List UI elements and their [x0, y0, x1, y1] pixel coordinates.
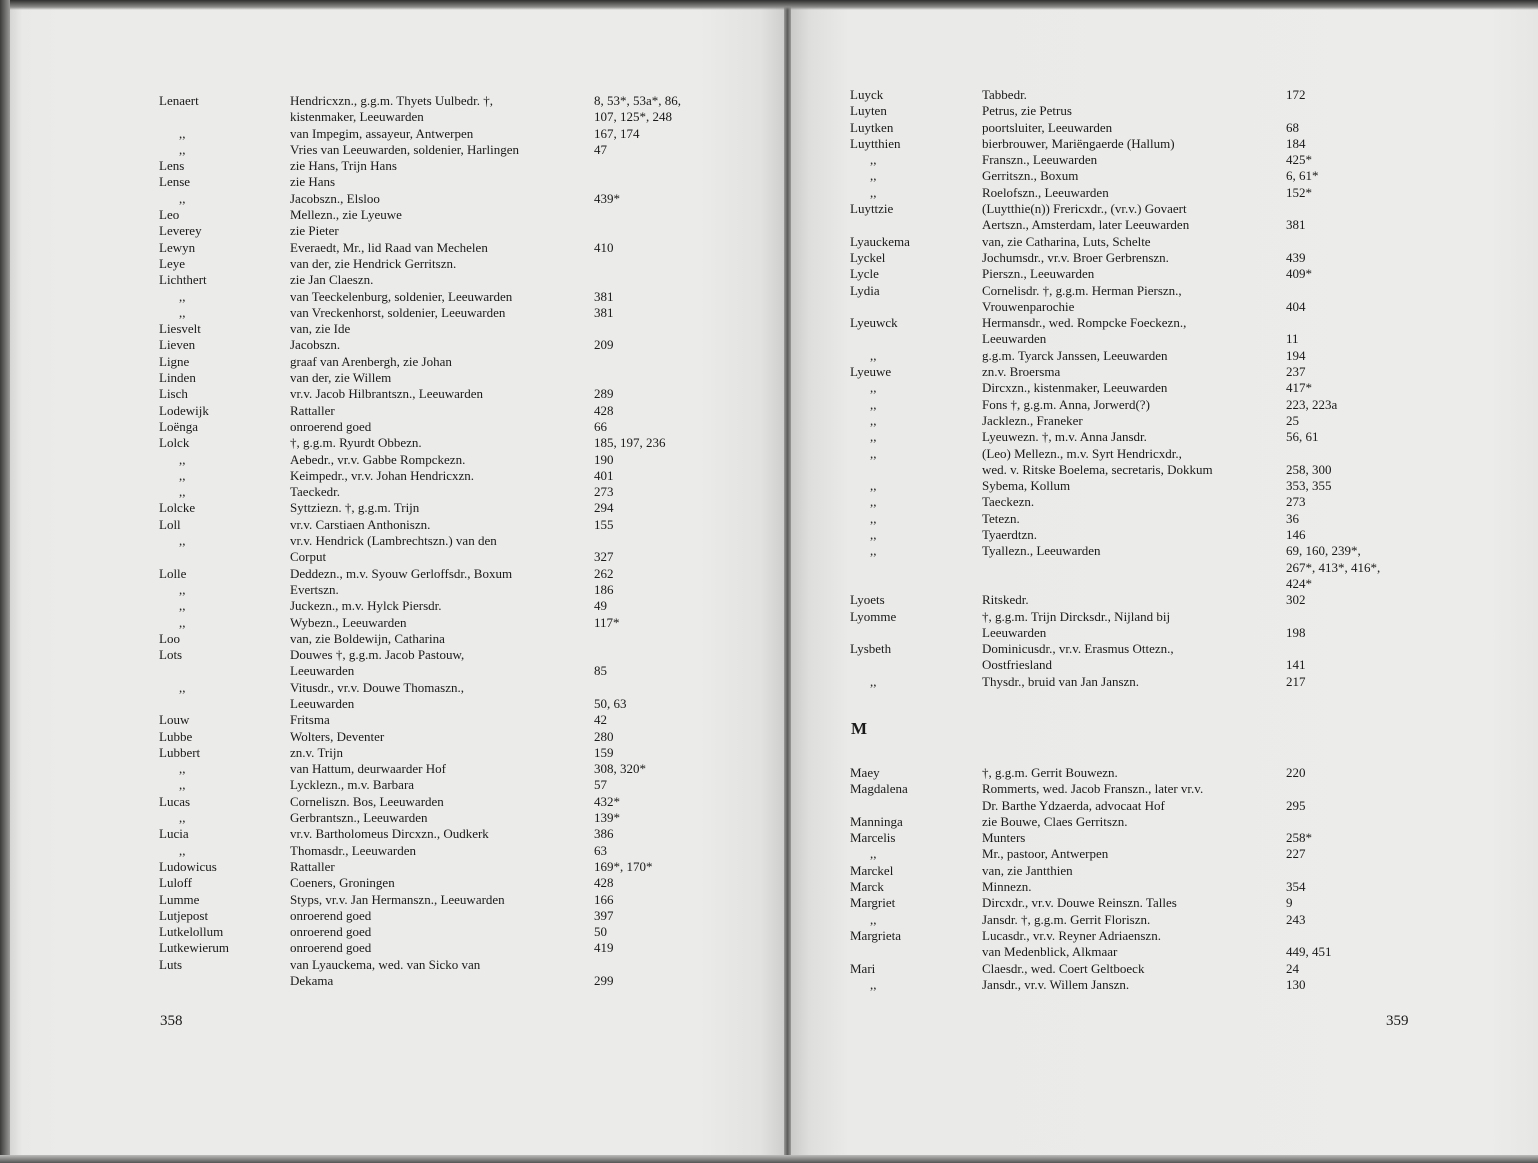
entry-pages: 24 [1286, 960, 1299, 976]
entry-description: Ritskedr. [982, 592, 1029, 608]
entry-description: poortsluiter, Leeuwarden [982, 119, 1113, 135]
entry-name: Lutkewierum [159, 940, 230, 956]
entry-pages: 410 [594, 239, 614, 255]
entry-description: onroerend goed [290, 924, 372, 940]
entry-name: Lenaert [159, 93, 199, 108]
page-number-left: 358 [160, 1013, 183, 1029]
entry-name: ,, [870, 911, 877, 927]
entry-description: Corneliszn. Bos, Leeuwarden [290, 793, 444, 809]
entry-description: Dominicusdr., vr.v. Erasmus Ottezn., [982, 641, 1174, 657]
entry-description: van, zie Boldewijn, Catharina [290, 630, 445, 646]
entry-pages: 243 [1286, 911, 1306, 927]
entry-name: Lots [159, 647, 183, 663]
entry-description: van, zie Catharina, Luts, Schelte [982, 233, 1151, 249]
entry-name: Liesvelt [159, 321, 201, 337]
entry-description: van Medenblick, Alkmaar [982, 944, 1118, 960]
entry-name: Lumme [159, 891, 200, 907]
entry-description: Deddezn., m.v. Syouw Gerloffsdr., Boxum [290, 565, 513, 581]
entry-description: Douwes †, g.g.m. Jacob Pastouw, [290, 647, 465, 663]
entry-description: Tetezn. [982, 510, 1020, 526]
entry-description: van, zie Jantthien [982, 862, 1073, 878]
entry-pages: 198 [1286, 624, 1306, 640]
entry-name: Lyoets [850, 592, 885, 608]
entry-name: ,, [870, 673, 877, 689]
entry-description: Pierszn., Leeuwarden [982, 266, 1095, 282]
entry-name: ,, [870, 168, 877, 184]
entry-description: zn.v. Broersma [982, 364, 1061, 380]
entry-pages: 169*, 170* [594, 858, 653, 874]
entry-pages: 294 [594, 500, 614, 516]
entry-name: ,, [870, 510, 877, 526]
entry-name: Lyeuwck [850, 315, 898, 331]
entry-description: Lyeuwezn. †, m.v. Anna Jansdr. [982, 429, 1147, 445]
entry-name: Luloff [159, 875, 192, 891]
entry-name: ,, [179, 679, 186, 695]
entry-description: Gerritszn., Boxum [982, 168, 1079, 184]
entry-pages: 417* [1286, 380, 1312, 396]
entry-pages: 69, 160, 239*, [1286, 543, 1361, 559]
entry-name: ,, [179, 598, 186, 614]
section-letter-m: M [851, 719, 868, 738]
entry-description: Coeners, Groningen [290, 875, 395, 891]
entry-description: graaf van Arenbergh, zie Johan [290, 353, 452, 369]
page-number-right: 359 [1386, 1013, 1409, 1029]
entry-pages: 50, 63 [594, 695, 627, 711]
entry-name: ,, [870, 976, 877, 992]
entry-pages: 185, 197, 236 [594, 435, 666, 451]
entry-pages: 273 [594, 484, 614, 500]
entry-description: Oostfriesland [982, 657, 1053, 673]
entry-description: onroerend goed [290, 418, 372, 434]
entry-description: Thomasdr., Leeuwarden [290, 842, 416, 858]
entry-description: Rattaller [290, 402, 335, 418]
entry-description: Dircxdr., vr.v. Douwe Reinszn. Talles [982, 895, 1177, 911]
entry-name: Lens [159, 158, 185, 174]
entry-description: Juckezn., m.v. Hylck Piersdr. [290, 598, 442, 614]
left-edge-shadow [0, 0, 10, 1163]
entry-pages: 439* [594, 190, 620, 206]
entry-description: Aertszn., Amsterdam, later Leeuwarden [982, 217, 1190, 233]
entry-pages: 172 [1286, 87, 1306, 102]
entry-name: Maey [850, 764, 880, 780]
entry-name: ,, [179, 125, 186, 141]
entry-name: Lucas [159, 793, 191, 809]
entry-pages: 159 [594, 744, 614, 760]
entry-name: Luytthien [850, 135, 901, 151]
entry-description: Jochumsdr., vr.v. Broer Gerbrenszn. [982, 249, 1169, 265]
entry-name: Lysbeth [850, 641, 892, 657]
entry-description: Taeckezn. [982, 494, 1035, 510]
entry-description: Roelofszn., Leeuwarden [982, 184, 1109, 200]
entry-description: Mellezn., zie Lyeuwe [290, 207, 402, 223]
entry-name: Lycle [850, 266, 879, 282]
entry-name: ,, [870, 478, 877, 494]
entry-name: Lutjepost [159, 907, 209, 923]
entry-pages: 289 [594, 386, 614, 402]
entry-description: Dekama [290, 973, 334, 989]
entry-name: ,, [870, 152, 877, 168]
entry-pages: 50 [594, 924, 607, 940]
entry-name: Lolcke [159, 500, 196, 516]
entry-name: Lisch [159, 386, 188, 402]
entry-description: vr.v. Carstiaen Anthoniszn. [290, 516, 431, 532]
entry-description: onroerend goed [290, 907, 372, 923]
entry-name: Lydia [850, 282, 880, 298]
entry-description: Vries van Leeuwarden, soldenier, Harlingen [290, 141, 519, 157]
entry-description: †, g.g.m. Gerrit Bouwezn. [982, 764, 1118, 780]
entry-pages: 354 [1286, 879, 1306, 895]
entry-description: van der, zie Willem [290, 370, 392, 386]
entry-pages: 217 [1286, 673, 1306, 689]
entry-description: Minnezn. [982, 879, 1032, 895]
entry-description: Syttziezn. †, g.g.m. Trijn [290, 500, 420, 516]
entry-name: Lyckel [850, 249, 886, 265]
entry-pages: 139* [594, 810, 620, 826]
entry-description: Tabbedr. [982, 87, 1027, 102]
entry-name: Loënga [159, 418, 198, 434]
entry-name: ,, [179, 777, 186, 793]
entry-pages: 308, 320* [594, 761, 646, 777]
entry-pages: 25 [1286, 412, 1299, 428]
entry-description: Lycklezn., m.v. Barbara [290, 777, 415, 793]
entry-pages: 130 [1286, 976, 1306, 992]
entry-pages: 381 [594, 288, 614, 304]
entry-name: ,, [179, 190, 186, 206]
entry-description: Tyaerdtzn. [982, 527, 1038, 543]
entry-name: Luyck [850, 87, 884, 102]
entry-pages: 194 [1286, 347, 1306, 363]
entry-description: van Vreckenhorst, soldenier, Leeuwarden [290, 304, 506, 320]
entry-description: van Lyauckema, wed. van Sicko van [290, 956, 481, 972]
entry-name: Leverey [159, 223, 202, 239]
entry-pages: 327 [594, 549, 614, 565]
entry-name: ,, [870, 846, 877, 862]
entry-pages: 386 [594, 826, 614, 842]
entry-description: Vitusdr., vr.v. Douwe Thomaszn., [290, 679, 464, 695]
entry-pages: 47 [594, 141, 607, 157]
entry-description: zie Hans [290, 174, 336, 190]
entry-description: Jansdr., vr.v. Willem Janszn. [982, 976, 1130, 992]
entry-pages: 146 [1286, 527, 1306, 543]
entry-pages: 11 [1286, 331, 1299, 347]
entry-name: Ludowicus [159, 858, 217, 874]
entry-name: ,, [179, 810, 186, 826]
entry-pages: 237 [1286, 364, 1306, 380]
entry-description: van Teeckelenburg, soldenier, Leeuwarden [290, 288, 513, 304]
right-page [789, 0, 1538, 1163]
entry-name: Lolle [159, 565, 187, 581]
entry-name: Lubbe [159, 728, 193, 744]
entry-pages: 258* [1286, 830, 1312, 846]
entry-name: Lyomme [850, 608, 897, 624]
entry-description: †, g.g.m. Ryurdt Obbezn. [290, 435, 422, 451]
entry-pages: 9 [1286, 895, 1293, 911]
entry-name: ,, [870, 527, 877, 543]
entry-pages: 409* [1286, 266, 1312, 282]
entry-pages: 449, 451 [1286, 944, 1332, 960]
entry-description: (Luytthie(n)) Frericxdr., (vr.v.) Govaert [982, 201, 1187, 217]
entry-description: (Leo) Mellezn., m.v. Syrt Hendricxdr., [982, 445, 1182, 461]
entry-name: Lodewijk [159, 402, 209, 418]
entry-description: van Impegim, assayeur, Antwerpen [290, 125, 474, 141]
entry-name: Lewyn [159, 239, 196, 255]
entry-name: ,, [179, 533, 186, 549]
entry-description: Aebedr., vr.v. Gabbe Rompckezn. [290, 451, 466, 467]
entry-pages: 186 [594, 581, 614, 597]
entry-name: ,, [179, 484, 186, 500]
entry-description: Jacklezn., Franeker [982, 412, 1083, 428]
entry-name: ,, [870, 543, 877, 559]
entry-description: Taeckedr. [290, 484, 340, 500]
entry-description: Dircxzn., kistenmaker, Leeuwarden [982, 380, 1168, 396]
entry-description: Leeuwarden [982, 624, 1047, 640]
entry-description: vr.v. Bartholomeus Dircxzn., Oudkerk [290, 826, 489, 842]
entry-pages: 223, 223a [1286, 396, 1338, 412]
entry-pages: 381 [594, 304, 614, 320]
entry-name: ,, [870, 347, 877, 363]
entry-pages: 273 [1286, 494, 1306, 510]
entry-name: Luts [159, 956, 183, 972]
entry-description: Thysdr., bruid van Jan Janszn. [982, 673, 1140, 689]
entry-name: ,, [870, 494, 877, 510]
entry-description: Claesdr., wed. Coert Geltboeck [982, 960, 1145, 976]
entry-pages: 184 [1286, 135, 1306, 151]
entry-pages: 424* [1286, 575, 1312, 591]
entry-name: Magdalena [850, 781, 908, 797]
entry-pages: 267*, 413*, 416*, [1286, 559, 1381, 575]
entry-pages: 57 [594, 777, 607, 793]
entry-description: Leeuwarden [290, 663, 355, 679]
entry-description: van Hattum, deurwaarder Hof [290, 761, 446, 777]
entry-description: Leeuwarden [982, 331, 1047, 347]
entry-pages: 258, 300 [1286, 461, 1332, 477]
entry-pages: 66 [594, 418, 607, 434]
entry-name: ,, [179, 451, 186, 467]
entry-description: Cornelisdr. †, g.g.m. Herman Pierszn., [982, 282, 1182, 298]
entry-name: Lutkelollum [159, 924, 224, 940]
entry-pages: 166 [594, 891, 614, 907]
entry-name: Loll [159, 516, 181, 532]
entry-pages: 302 [1286, 592, 1306, 608]
entry-name: ,, [179, 614, 186, 630]
entry-name: Luyten [850, 103, 887, 119]
entry-description: Mr., pastoor, Antwerpen [982, 846, 1109, 862]
entry-description: Everaedt, Mr., lid Raad van Mechelen [290, 239, 488, 255]
entry-name: Lolck [159, 435, 190, 451]
entry-name: ,, [179, 761, 186, 777]
entry-pages: 397 [594, 907, 614, 923]
entry-name: Margriet [850, 895, 896, 911]
entry-description: vr.v. Jacob Hilbrantszn., Leeuwarden [290, 386, 484, 402]
entry-name: ,, [179, 304, 186, 320]
entry-name: Leo [159, 207, 180, 223]
entry-description: zie Bouwe, Claes Gerritszn. [982, 813, 1128, 829]
entry-description: Munters [982, 830, 1026, 846]
entry-description: Jacobszn., Elsloo [290, 190, 380, 206]
entry-description: Dr. Barthe Ydzaerda, advocaat Hof [982, 797, 1165, 813]
entry-description: Sybema, Kollum [982, 478, 1071, 494]
entry-name: ,, [179, 842, 186, 858]
entry-description: †, g.g.m. Trijn Dircksdr., Nijland bij [982, 608, 1171, 624]
entry-description: g.g.m. Tyarck Janssen, Leeuwarden [982, 347, 1168, 363]
entry-pages: 107, 125*, 248 [594, 109, 672, 125]
entry-description: Hendricxzn., g.g.m. Thyets Uulbedr. †, [290, 93, 494, 108]
entry-pages: 49 [594, 598, 607, 614]
entry-name: ,, [870, 429, 877, 445]
entry-description: Vrouwenparochie [982, 298, 1075, 314]
entry-pages: 117* [594, 614, 620, 630]
entry-pages: 262 [594, 565, 614, 581]
entry-name: ,, [179, 288, 186, 304]
entry-description: Evertszn. [290, 581, 339, 597]
entry-pages: 381 [1286, 217, 1306, 233]
entry-pages: 419 [594, 940, 614, 956]
entry-description: van der, zie Hendrick Gerritszn. [290, 255, 457, 271]
top-edge-shadow [0, 0, 1538, 10]
entry-description: wed. v. Ritske Boelema, secretaris, Dokkum [982, 461, 1213, 477]
entry-description: Corput [290, 549, 327, 565]
entry-description: Lucasdr., vr.v. Reyner Adriaenszn. [982, 927, 1161, 943]
entry-name: ,, [870, 445, 877, 461]
entry-name: ,, [870, 412, 877, 428]
entry-description: zie Jan Claeszn. [290, 272, 374, 288]
entry-name: Luyttzie [850, 201, 894, 217]
entry-description: Hermansdr., wed. Rompcke Foeckezn., [982, 315, 1187, 331]
entry-pages: 401 [594, 467, 614, 483]
entry-description: van, zie Ide [290, 321, 351, 337]
entry-name: Lense [159, 174, 191, 190]
entry-name: ,, [179, 467, 186, 483]
entry-pages: 141 [1286, 657, 1306, 673]
entry-pages: 36 [1286, 510, 1299, 526]
entry-pages: 68 [1286, 119, 1299, 135]
entry-pages: 439 [1286, 249, 1306, 265]
entry-pages: 155 [594, 516, 614, 532]
entry-name: Leye [159, 255, 185, 271]
entry-name: Marcelis [850, 830, 896, 846]
entry-description: Gerbrantszn., Leeuwarden [290, 810, 428, 826]
entry-pages: 63 [594, 842, 607, 858]
entry-pages: 428 [594, 402, 614, 418]
entry-name: Ligne [159, 353, 190, 369]
entry-pages: 295 [1286, 797, 1306, 813]
entry-pages: 85 [594, 663, 607, 679]
entry-description: Franszn., Leeuwarden [982, 152, 1098, 168]
entry-description: onroerend goed [290, 940, 372, 956]
entry-pages: 220 [1286, 764, 1306, 780]
entry-description: zie Hans, Trijn Hans [290, 158, 397, 174]
entry-name: Loo [159, 630, 180, 646]
entry-description: Styps, vr.v. Jan Hermanszn., Leeuwarden [290, 891, 505, 907]
entry-pages: 167, 174 [594, 125, 640, 141]
entry-description: Tyallezn., Leeuwarden [982, 543, 1101, 559]
entry-pages: 6, 61* [1286, 168, 1319, 184]
entry-description: Rommerts, wed. Jacob Franszn., later vr.v. [982, 781, 1204, 797]
entry-name: Luytken [850, 119, 894, 135]
entry-description: zn.v. Trijn [290, 744, 343, 760]
entry-name: Lichthert [159, 272, 207, 288]
entry-description: Keimpedr., vr.v. Johan Hendricxzn. [290, 467, 474, 483]
entry-pages: 353, 355 [1286, 478, 1332, 494]
entry-description: kistenmaker, Leeuwarden [290, 109, 424, 125]
entry-description: Wybezn., Leeuwarden [290, 614, 407, 630]
entry-description: bierbrouwer, Mariëngaerde (Hallum) [982, 135, 1175, 151]
entry-description: Wolters, Deventer [290, 728, 385, 744]
entry-pages: 280 [594, 728, 614, 744]
entry-name: Linden [159, 370, 196, 386]
entry-description: vr.v. Hendrick (Lambrechtszn.) van den [290, 533, 497, 549]
entry-name: Lyauckema [850, 233, 910, 249]
book-gutter [784, 0, 791, 1163]
entry-pages: 42 [594, 712, 607, 728]
entry-description: zie Pieter [290, 223, 339, 239]
entry-description: Jansdr. †, g.g.m. Gerrit Floriszn. [982, 911, 1151, 927]
entry-name: Mari [850, 960, 876, 976]
entry-pages: 428 [594, 875, 614, 891]
entry-name: ,, [870, 184, 877, 200]
entry-pages: 56, 61 [1286, 429, 1319, 445]
entry-name: Margrieta [850, 927, 902, 943]
entry-pages: 190 [594, 451, 614, 467]
entry-name: ,, [179, 581, 186, 597]
entry-name: Lucia [159, 826, 189, 842]
entry-description: Fritsma [290, 712, 330, 728]
entry-name: ,, [179, 141, 186, 157]
entry-description: Jacobszn. [290, 337, 341, 353]
entry-name: Manninga [850, 813, 903, 829]
entry-name: Marck [850, 879, 884, 895]
entry-name: ,, [870, 396, 877, 412]
entry-pages: 209 [594, 337, 614, 353]
entry-pages: 404 [1286, 298, 1306, 314]
entry-pages: 432* [594, 793, 620, 809]
entry-name: Louw [159, 712, 190, 728]
entry-pages: 299 [594, 973, 614, 989]
entry-description: Fons †, g.g.m. Anna, Jorwerd(?) [982, 396, 1150, 412]
entry-name: Lieven [159, 337, 196, 353]
entry-name: Lyeuwe [850, 364, 892, 380]
entry-name: Lubbert [159, 744, 201, 760]
entry-pages: 227 [1286, 846, 1306, 862]
entry-name: ,, [870, 380, 877, 396]
entry-pages: 152* [1286, 184, 1312, 200]
entry-description: Rattaller [290, 858, 335, 874]
entry-description: Leeuwarden [290, 695, 355, 711]
entry-description: Petrus, zie Petrus [982, 103, 1072, 119]
bottom-edge-shadow [0, 1155, 1538, 1163]
entry-pages: 425* [1286, 152, 1312, 168]
entry-pages: 8, 53*, 53a*, 86, [594, 93, 682, 108]
entry-name: Marckel [850, 862, 894, 878]
